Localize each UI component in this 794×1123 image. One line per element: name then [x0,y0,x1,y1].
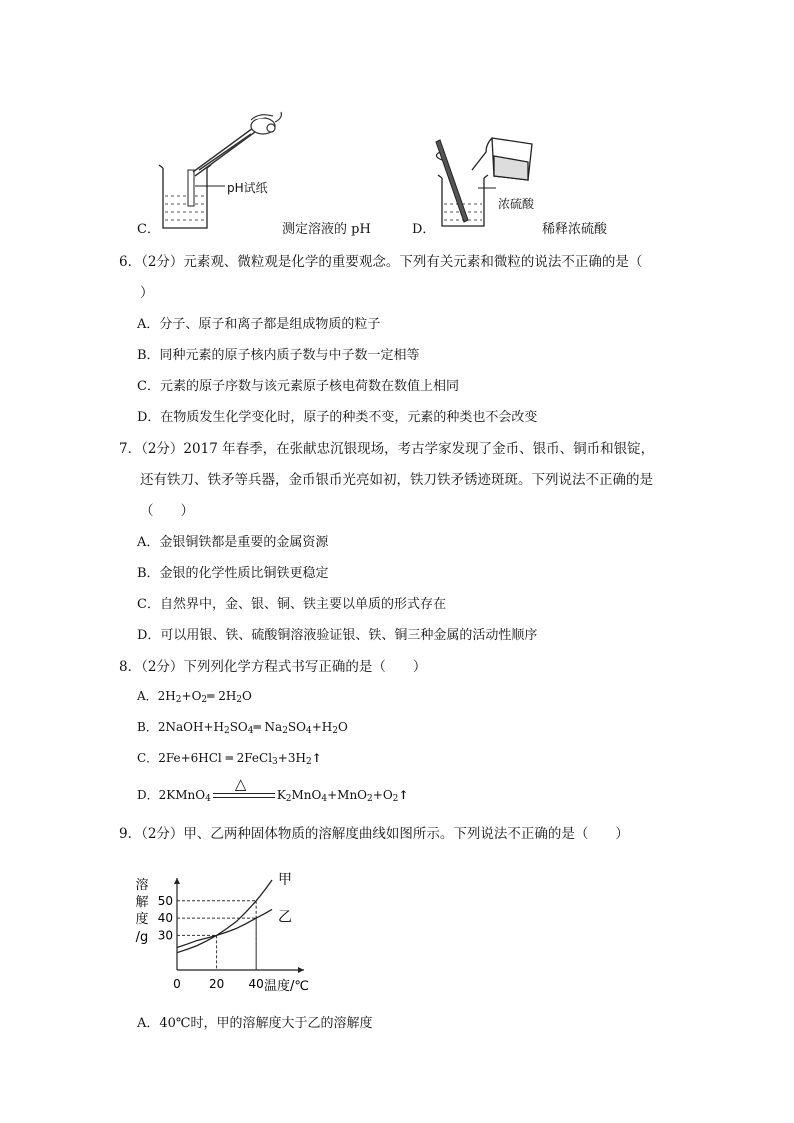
option-d-letter: D． [412,222,436,237]
question-7-option-d[interactable]: D．可以用银、铁、硫酸铜溶液验证银、铁、铜三种金属的活动性顺序 [137,628,538,643]
x-tick-label: 40 [248,977,264,991]
figure-c-caption: 测定溶液的 pH [282,222,371,237]
x-axis-arrow-icon [298,967,304,973]
gas-arrow-icon: ↑ [398,788,409,802]
ph-test-illustration [155,112,285,234]
y-tick-label: 40 [157,911,173,926]
tweezers-icon [193,128,255,176]
y-axis-label-char: 度 [135,912,149,927]
question-8-option-a[interactable]: A．$2H_2+O_2═$ $2H_2O$ [137,689,252,705]
x-axis-label: 温度/℃ [264,979,309,994]
y-axis-label-char: /g [135,930,149,945]
question-9-stem: 9．（2分）甲、乙两种固体物质的溶解度曲线如图所示。下列说法不正确的是（ ） [119,826,629,842]
question-6-stem-line1: 6．（2分）元素观、微粒观是化学的重要观念。下列有关元素和微粒的说法不正确的是（ [119,254,643,270]
question-7-stem-line3: （ ） [140,503,194,519]
series-line-yi [177,909,272,947]
x-tick-label: 0 [173,977,181,991]
question-7-stem-line1: 7．（2分）2017 年春季，在张献忠沉银现场，考古学家发现了金币、银币、铜币和银锭， [119,441,655,457]
ph-paper-label: pH试纸 [227,181,268,195]
question-8-stem: 8．（2分）下列列化学方程式书写正确的是（ ） [119,659,427,675]
series-label: 乙 [278,909,292,926]
solubility-chart [130,870,309,1000]
question-8-option-c[interactable]: C．2Fe+6HCl ═ $2FeCl_3+3H_2↑$ [137,751,322,767]
ph-paper-icon [188,170,194,206]
y-axis-label [135,877,148,945]
option-c-letter: C． [137,222,160,237]
y-tick-label: 30 [157,928,173,943]
x-tick-label: 20 [208,977,225,991]
chart-ticks [158,894,264,991]
question-7-option-c[interactable]: C．自然界中，金、银、铜、铁主要以单质的形式存在 [137,597,446,612]
y-axis-label-char: 解 [135,895,149,910]
question-6-option-c[interactable]: C．元素的原子序数与该元素原子核电荷数在数值上相同 [137,379,459,394]
y-tick-label: 50 [157,893,173,908]
series-label: 甲 [278,872,292,888]
question-8-option-d[interactable]: D．2KMnO$_4$ △ $K_2MnO_4+MnO_2+O_2↑$ [137,774,409,804]
question-8-option-b[interactable]: B．$2NaOH+H_2SO_4═$ $Na_2SO_4+H_2O$ [137,720,348,736]
question-6-option-b[interactable]: B．同种元素的原子核内质子数与中子数一定相等 [137,348,420,363]
figure-d-caption: 稀释浓硫酸 [542,222,608,237]
question-6-stem-line2: ） [140,285,154,301]
heat-condition-icon: △ [234,774,247,793]
y-axis-label-char: 溶 [135,878,149,893]
glass-rod-icon [436,140,468,222]
series-line-jia [177,880,272,953]
hand-icon [251,112,281,134]
dilution-illustration [428,130,558,234]
question-9-option-a[interactable]: A．40℃时，甲的溶解度大于乙的溶解度 [137,1016,373,1031]
question-7-option-b[interactable]: B．金银的化学性质比铜铁更稳定 [137,566,329,581]
chart-axes [174,878,304,973]
chart-series [177,872,292,953]
y-axis-arrow-icon [174,878,180,884]
question-7-option-a[interactable]: A．金银铜铁都是重要的金属资源 [137,535,329,550]
question-6-option-a[interactable]: A．分子、原子和离子都是组成物质的粒子 [137,317,381,332]
sulfuric-acid-label: 浓硫酸 [498,197,535,211]
question-6-option-d[interactable]: D．在物质发生化学变化时，原子的种类不变，元素的种类也不会改变 [137,410,538,425]
gas-arrow-icon: ↑ [311,751,322,765]
pouring-beaker-icon [472,138,532,180]
question-7-stem-line2: 还有铁刀、铁矛等兵器，金币银币光亮如初，铁刀铁矛锈迹斑斑。下列说法不正确的是 [140,472,653,488]
